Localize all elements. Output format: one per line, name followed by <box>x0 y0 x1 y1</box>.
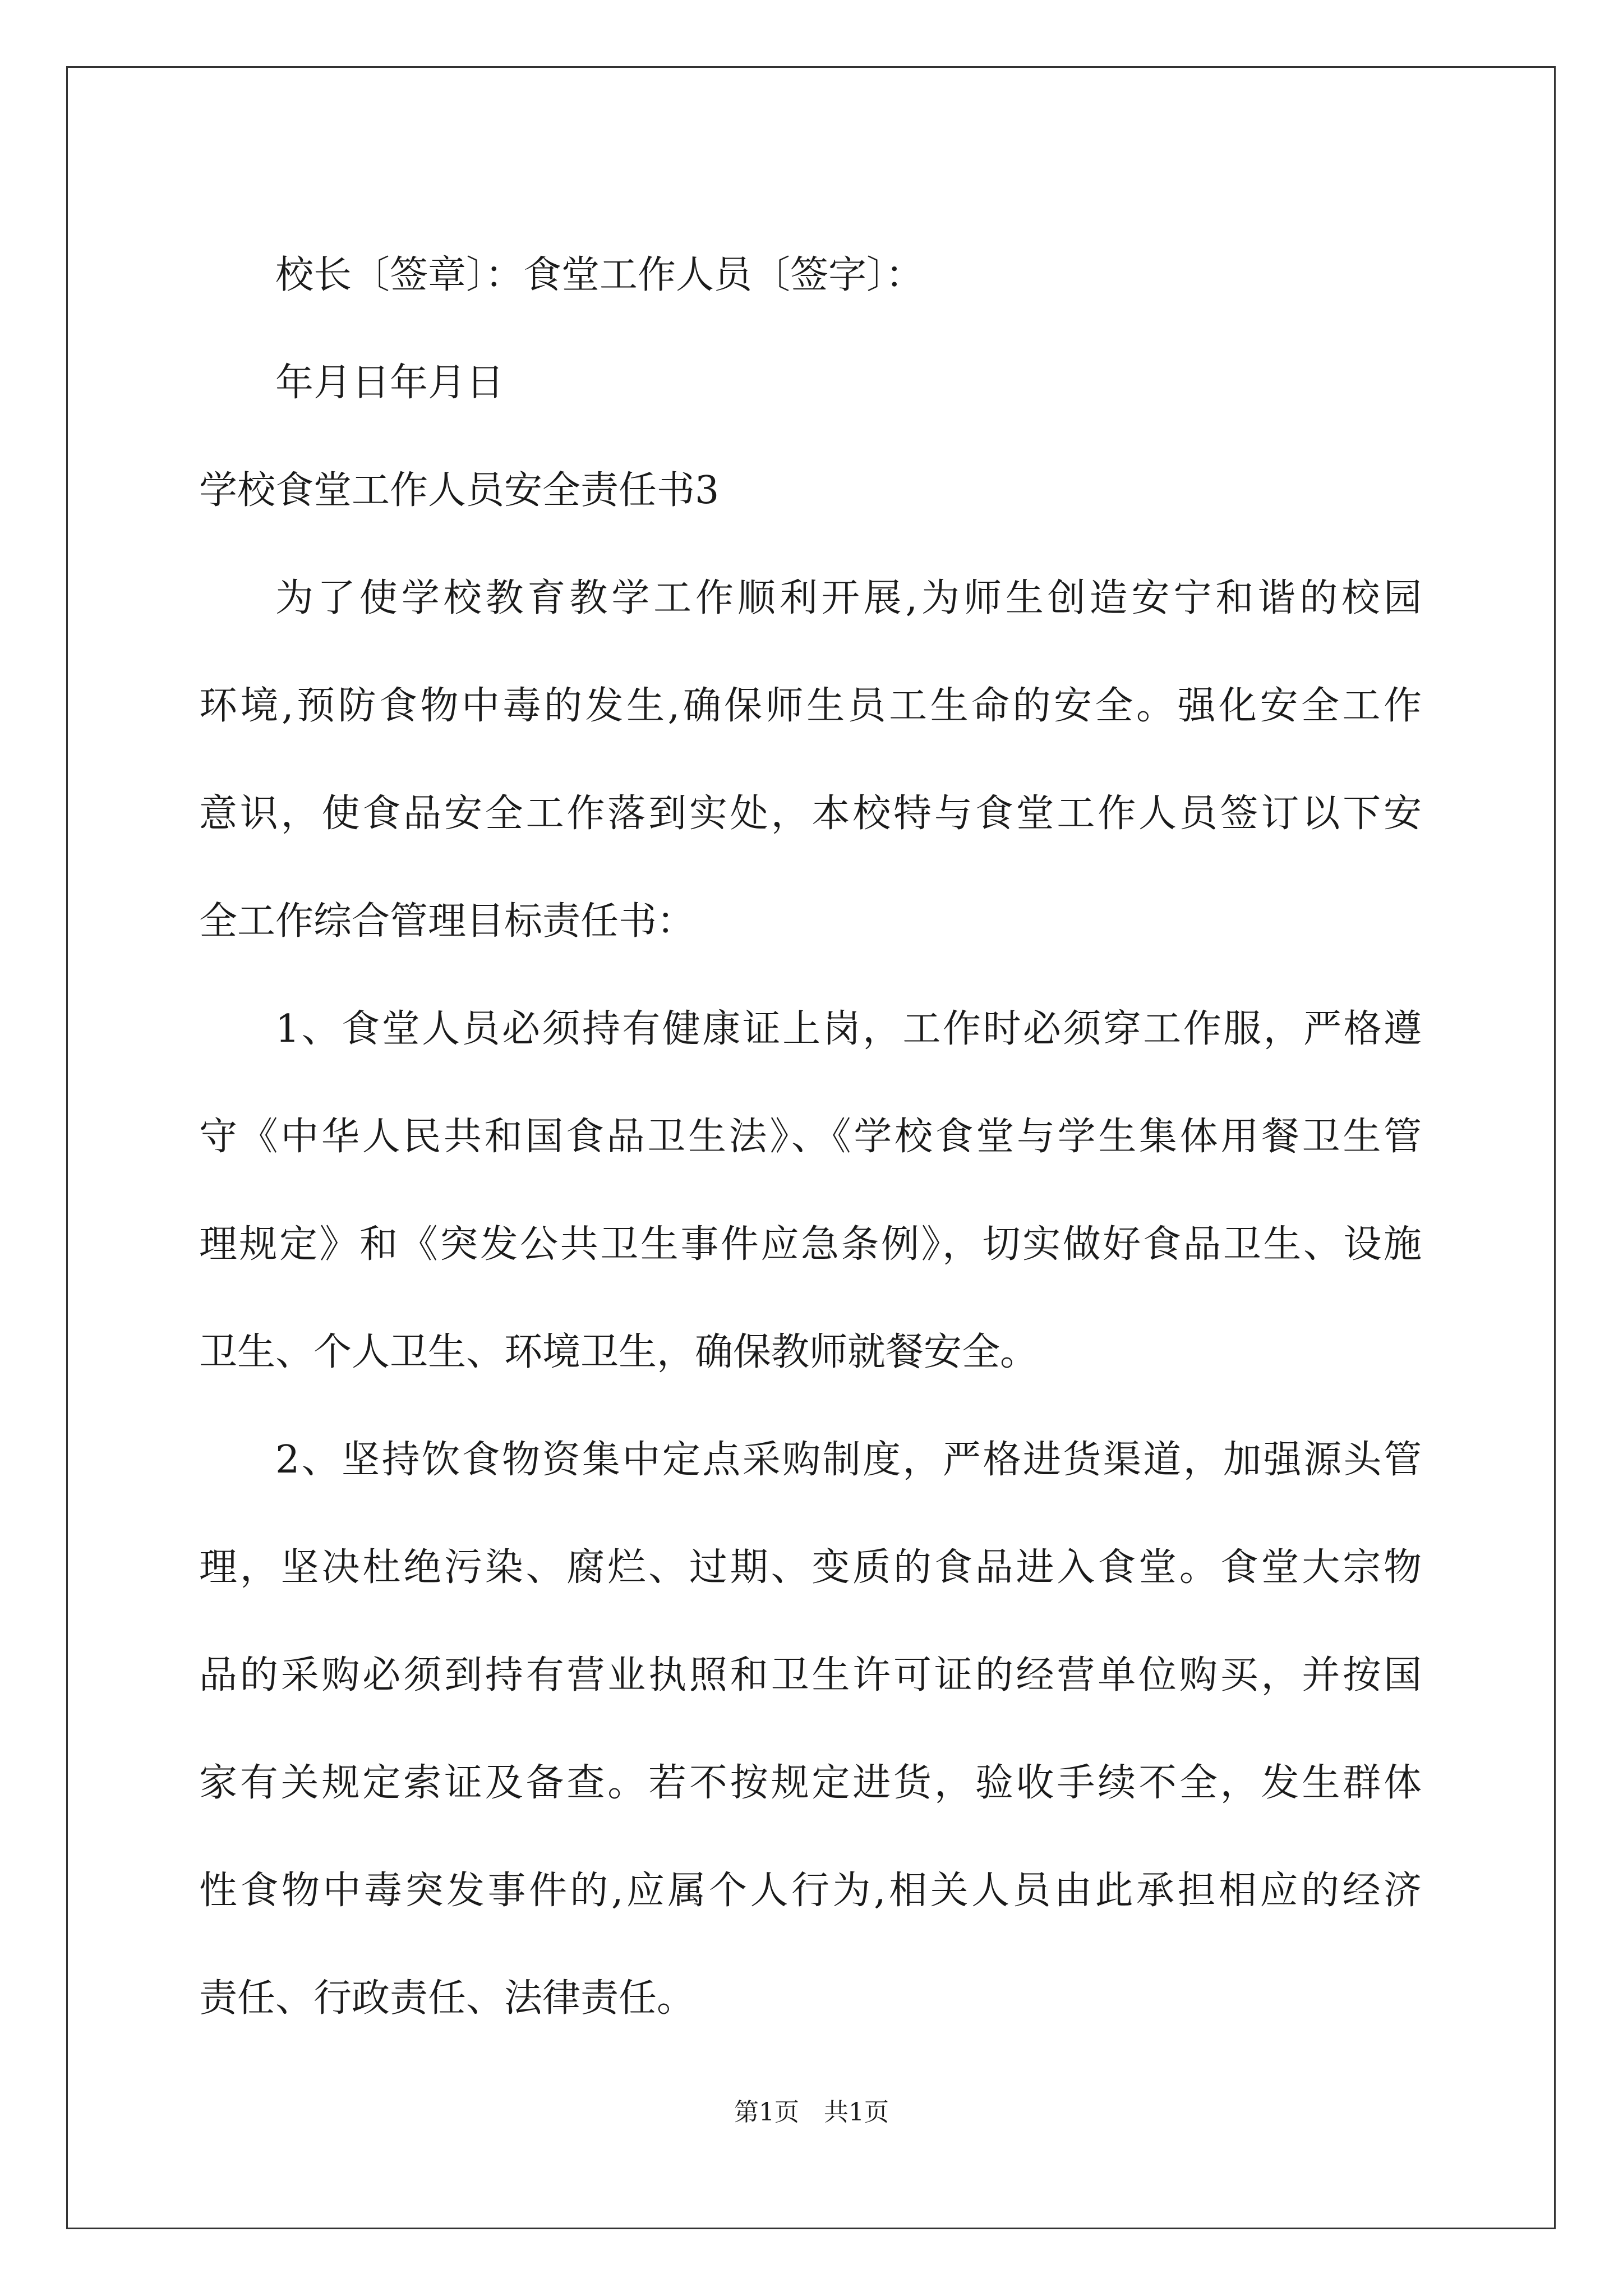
page-footer <box>0 2096 1623 2129</box>
paragraph-line: 品的采购必须到持有营业执照和卫生许可证的经营单位购买，并按国 <box>199 1653 1422 1697</box>
signature-line: 校长〔签章〕：食堂工作人员〔签字〕： <box>275 253 924 297</box>
paragraph-line: 2、坚持饮食物资集中定点采购制度，严格进货渠道，加强源头管 <box>275 1438 1422 1482</box>
paragraph-line: 理规定》和《突发公共卫生事件应急条例》，切实做好食品卫生、设施 <box>199 1222 1422 1267</box>
paragraph-line: 卫生、个人卫生、环境卫生，确保教师就餐安全。 <box>199 1330 1039 1374</box>
paragraph-line: 性食物中毒突发事件的,应属个人行为,相关人员由此承担相应的经济 <box>199 1869 1422 1913</box>
paragraph-line: 环境,预防食物中毒的发生,确保师生员工生命的安全。强化安全工作 <box>199 684 1422 728</box>
date-line: 年月日年月日 <box>275 361 505 405</box>
paragraph-line: 理，坚决杜绝污染、腐烂、过期、变质的食品进入食堂。食堂大宗物 <box>199 1545 1422 1590</box>
paragraph-line: 为了使学校教育教学工作顺利开展,为师生创造安宁和谐的校园 <box>275 576 1422 620</box>
paragraph-line: 家有关规定索证及备查。若不按规定进货，验收手续不全，发生群体 <box>199 1761 1422 1805</box>
paragraph-line: 1、食堂人员必须持有健康证上岗，工作时必须穿工作服，严格遵 <box>275 1007 1422 1051</box>
page-number: 第1页 <box>734 2098 799 2127</box>
paragraph-line: 责任、行政责任、法律责任。 <box>199 1976 695 2021</box>
section-title: 学校食堂工作人员安全责任书3 <box>199 468 720 513</box>
paragraph-line: 全工作综合管理目标责任书： <box>199 899 695 944</box>
page-total: 共1页 <box>824 2098 889 2127</box>
document-body <box>199 222 1422 2053</box>
paragraph-line: 守《中华人民共和国食品卫生法》、《学校食堂与学生集体用餐卫生管 <box>199 1115 1422 1159</box>
paragraph-line: 意识，使食品安全工作落到实处，本校特与食堂工作人员签订以下安 <box>199 792 1422 836</box>
